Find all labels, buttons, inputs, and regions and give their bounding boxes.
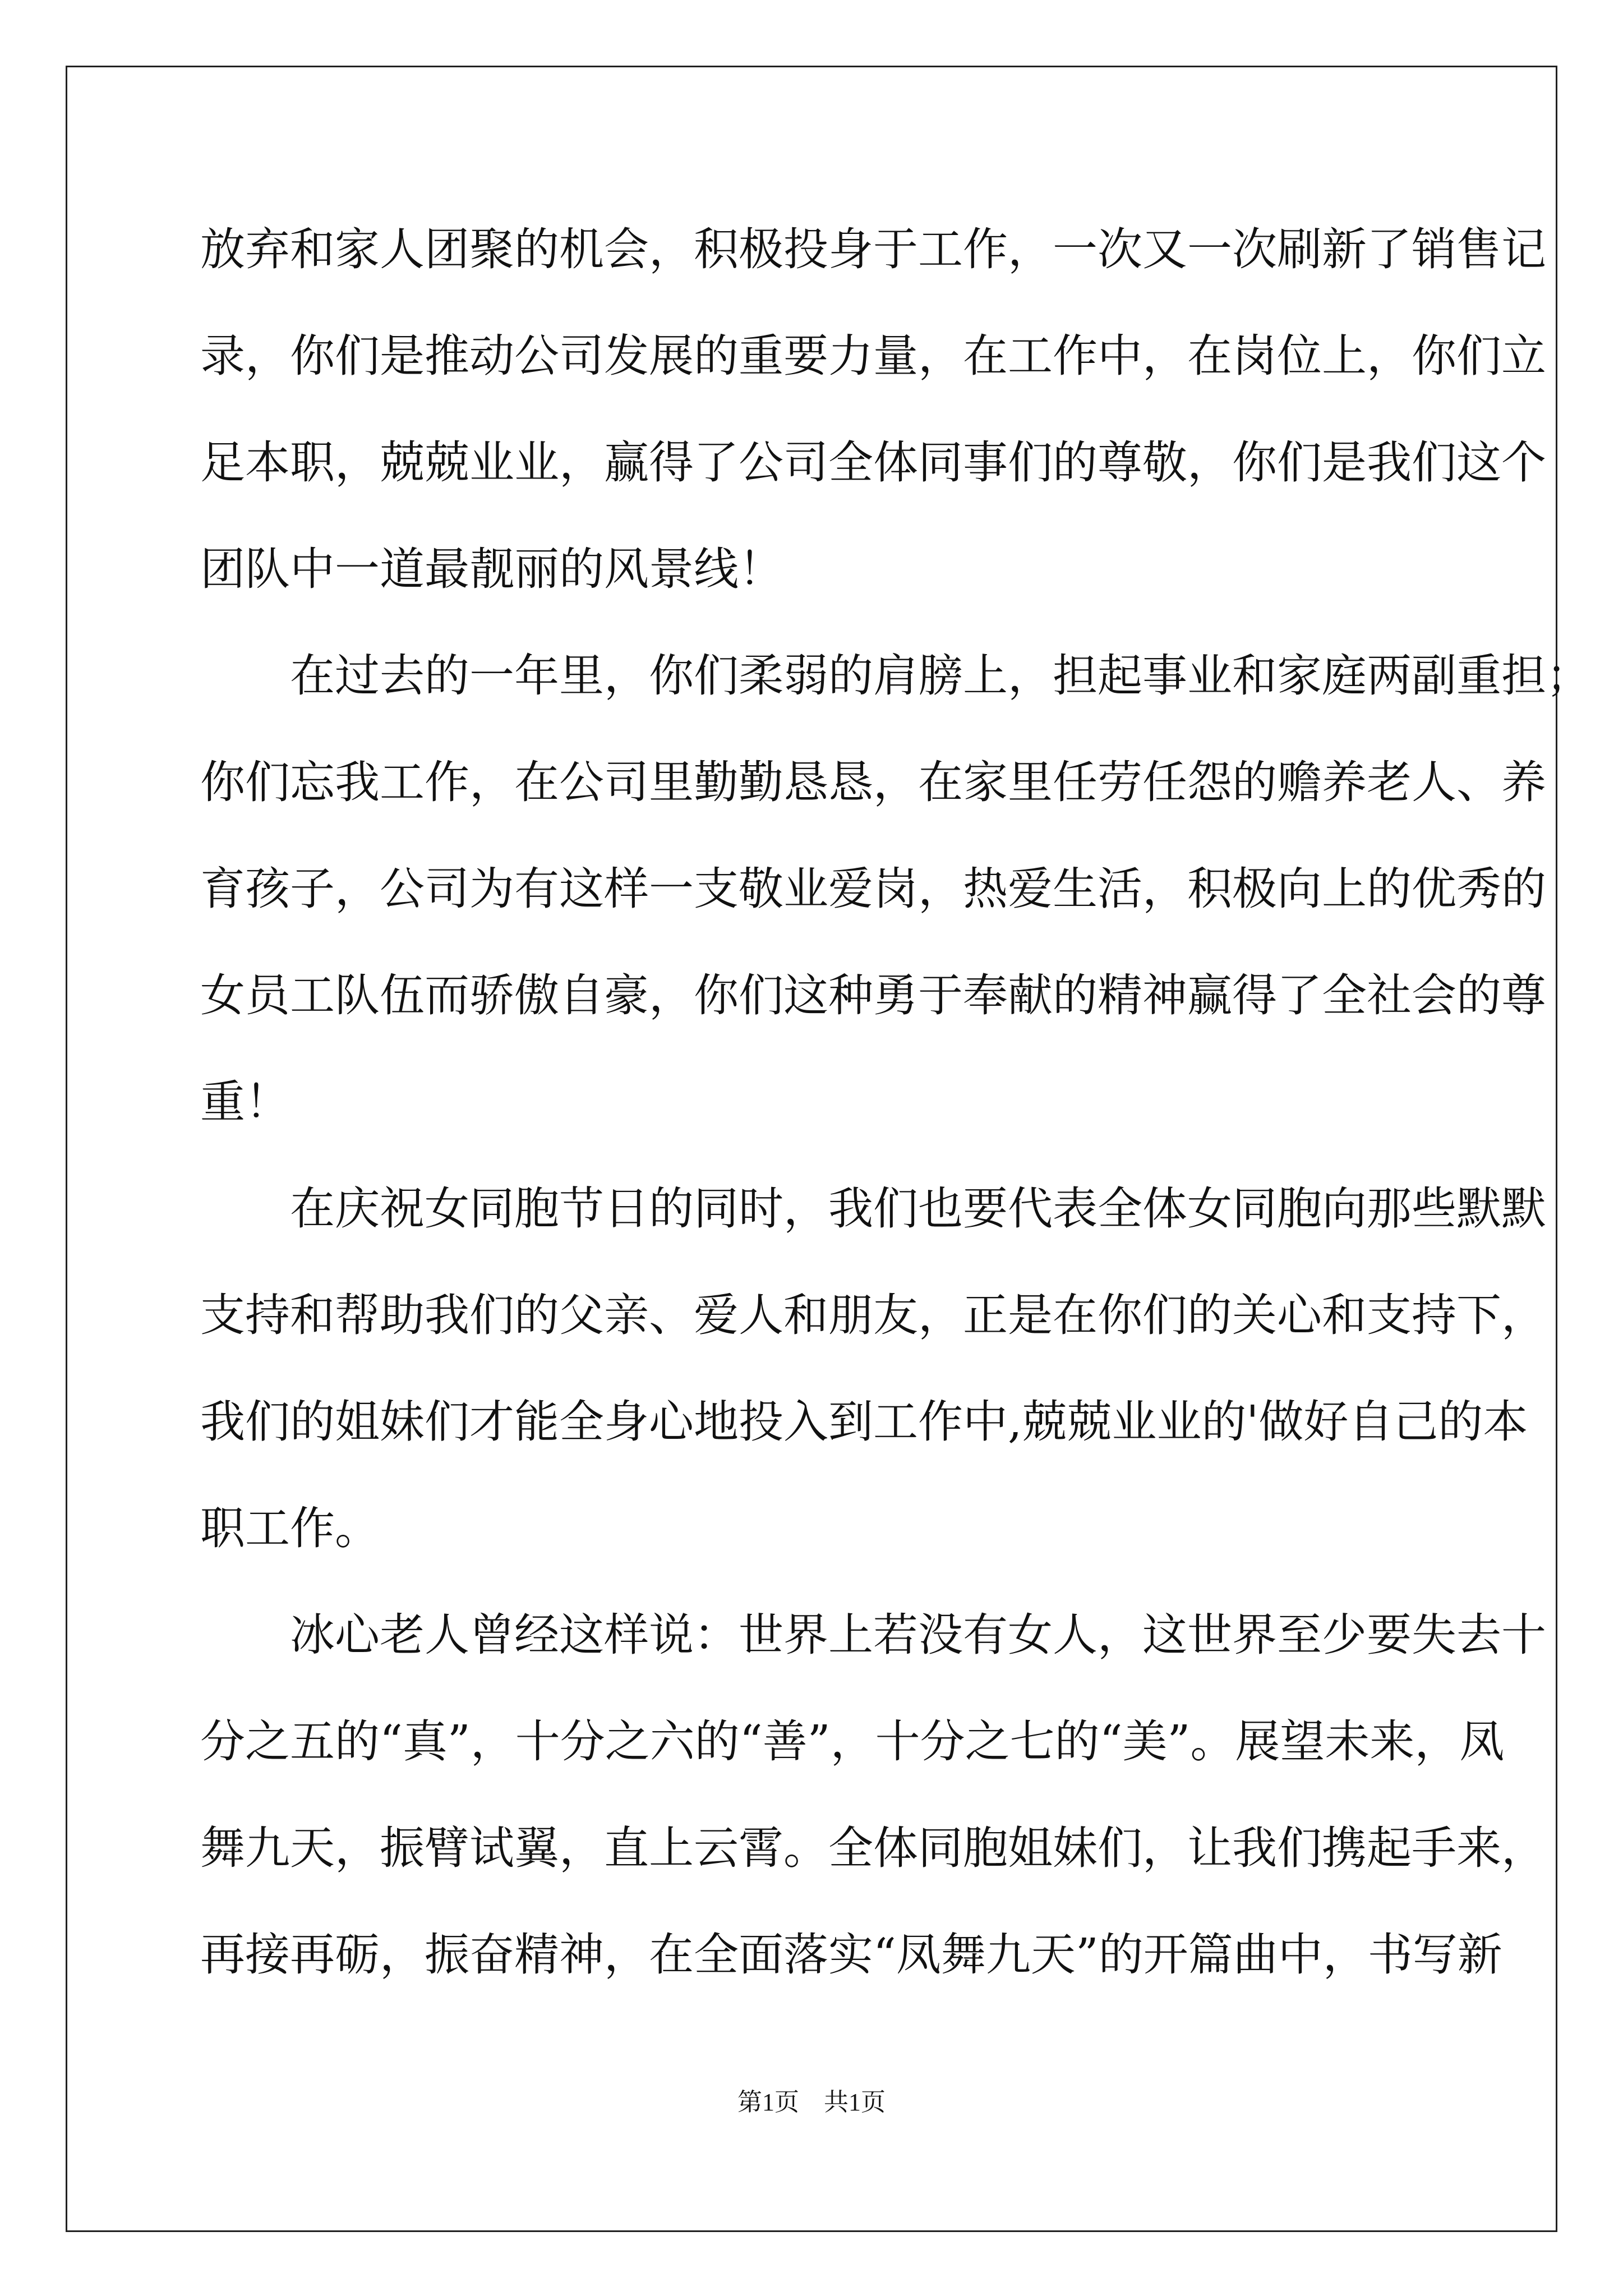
text-line bbox=[200, 1815, 1546, 1921]
line-text: 足本职，兢兢业业，赢得了公司全体同事们的尊敬，你们是我们这个 bbox=[200, 436, 1546, 489]
line-text: 育孩子，公司为有这样一支敬业爱岗，热爱生活，积极向上的优秀的 bbox=[200, 863, 1546, 915]
page-footer bbox=[0, 2086, 1623, 2119]
text-line bbox=[200, 1282, 1546, 1388]
line-text: 放弃和家人团聚的机会，积极投身于工作，一次又一次刷新了销售记 bbox=[200, 223, 1546, 275]
line-text: 分之五的“真”，十分之六的“善”，十分之七的“美”。展望未来，凤 bbox=[200, 1715, 1505, 1768]
text-line bbox=[200, 1921, 1502, 2028]
text-line bbox=[200, 323, 1546, 429]
paragraph-first-line bbox=[200, 1602, 1546, 1708]
line-text: 再接再砺，振奋精神，在全面落实“凤舞九天”的开篇曲中，书写新 bbox=[200, 1929, 1502, 1981]
line-text: 重！ bbox=[200, 1076, 290, 1128]
text-line bbox=[200, 1708, 1505, 1815]
paragraph-first-line bbox=[200, 642, 1591, 749]
line-text: 在庆祝女同胞节日的同时，我们也要代表全体女同胞向那些默默 bbox=[290, 1182, 1546, 1235]
line-text: 我们的姐妹们才能全身心地投入到工作中,兢兢业业的'做好自己的本 bbox=[200, 1396, 1528, 1448]
text-line bbox=[200, 749, 1546, 855]
line-text: 冰心老人曾经这样说：世界上若没有女人，这世界至少要失去十 bbox=[290, 1609, 1546, 1661]
text-line bbox=[200, 1388, 1528, 1495]
line-text: 录，你们是推动公司发展的重要力量，在工作中，在岗位上，你们立 bbox=[200, 330, 1546, 382]
text-line bbox=[200, 1495, 1423, 1602]
text-line bbox=[200, 855, 1546, 962]
paragraph-first-line bbox=[200, 1175, 1546, 1282]
line-text: 在过去的一年里，你们柔弱的肩膀上，担起事业和家庭两副重担； bbox=[290, 650, 1591, 702]
text-line bbox=[200, 429, 1546, 536]
line-text: 职工作。 bbox=[200, 1502, 380, 1554]
line-text: 你们忘我工作，在公司里勤勤恳恳，在家里任劳任怨的赡养老人、养 bbox=[200, 756, 1546, 808]
line-text: 女员工队伍而骄傲自豪，你们这种勇于奉献的精神赢得了全社会的尊 bbox=[200, 969, 1546, 1022]
line-text: 舞九天，振臂试翼，直上云霄。全体同胞姐妹们，让我们携起手来， bbox=[200, 1822, 1546, 1874]
line-text: 团队中一道最靓丽的风景线！ bbox=[200, 543, 783, 595]
text-line bbox=[200, 536, 1423, 642]
text-line bbox=[200, 1069, 1423, 1175]
line-text: 支持和帮助我们的父亲、爱人和朋友，正是在你们的关心和支持下， bbox=[200, 1289, 1546, 1341]
text-line bbox=[200, 962, 1546, 1069]
text-line bbox=[200, 216, 1546, 323]
document-body bbox=[200, 216, 1591, 2028]
page-number-label: 第1页 共1页 bbox=[737, 2088, 886, 2116]
